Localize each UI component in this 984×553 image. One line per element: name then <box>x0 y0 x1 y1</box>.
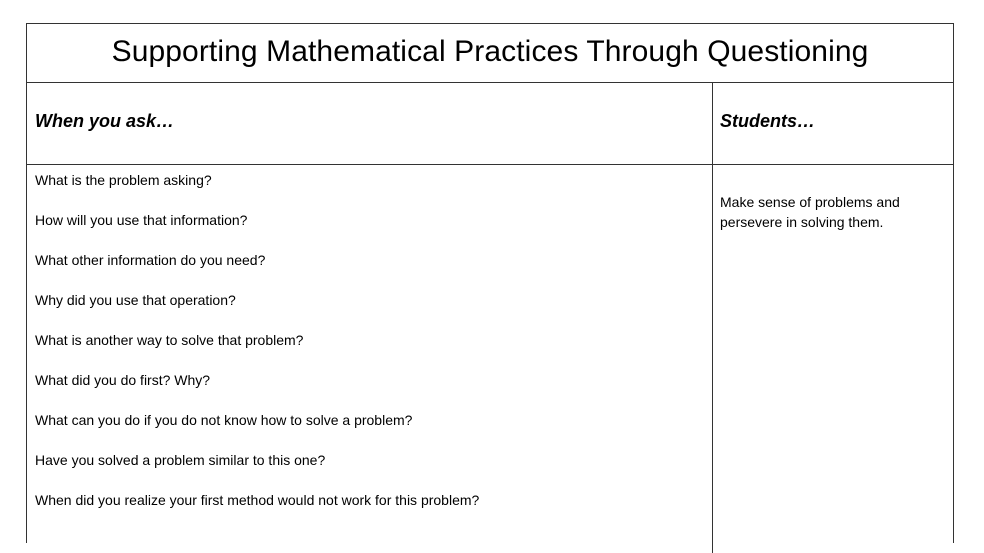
question-item: When did you realize your first method would not work for this problem? <box>35 492 480 508</box>
header-row <box>27 83 953 165</box>
question-item: How will you use that information? <box>35 212 248 228</box>
document-title: Supporting Mathematical Practices Through Questioning <box>111 35 869 68</box>
question-item: Have you solved a problem similar to this one? <box>35 452 326 468</box>
question-item: What did you do first? Why? <box>35 372 211 388</box>
column-divider <box>712 83 713 553</box>
question-item: What is another way to solve that problem? <box>35 332 304 348</box>
questions-list <box>35 172 479 532</box>
students-header: Students… <box>720 111 816 131</box>
question-item: What can you do if you do not know how to solve a problem? <box>35 412 413 428</box>
question-item: Why did you use that operation? <box>35 292 236 308</box>
question-item: What is the problem asking? <box>35 172 212 188</box>
practices-table <box>26 23 954 543</box>
students-practice-text: Make sense of problems and persevere in solving them. <box>720 194 900 230</box>
when-you-ask-header: When you ask… <box>35 111 175 131</box>
title-row <box>27 24 953 83</box>
question-item: What other information do you need? <box>35 252 266 268</box>
